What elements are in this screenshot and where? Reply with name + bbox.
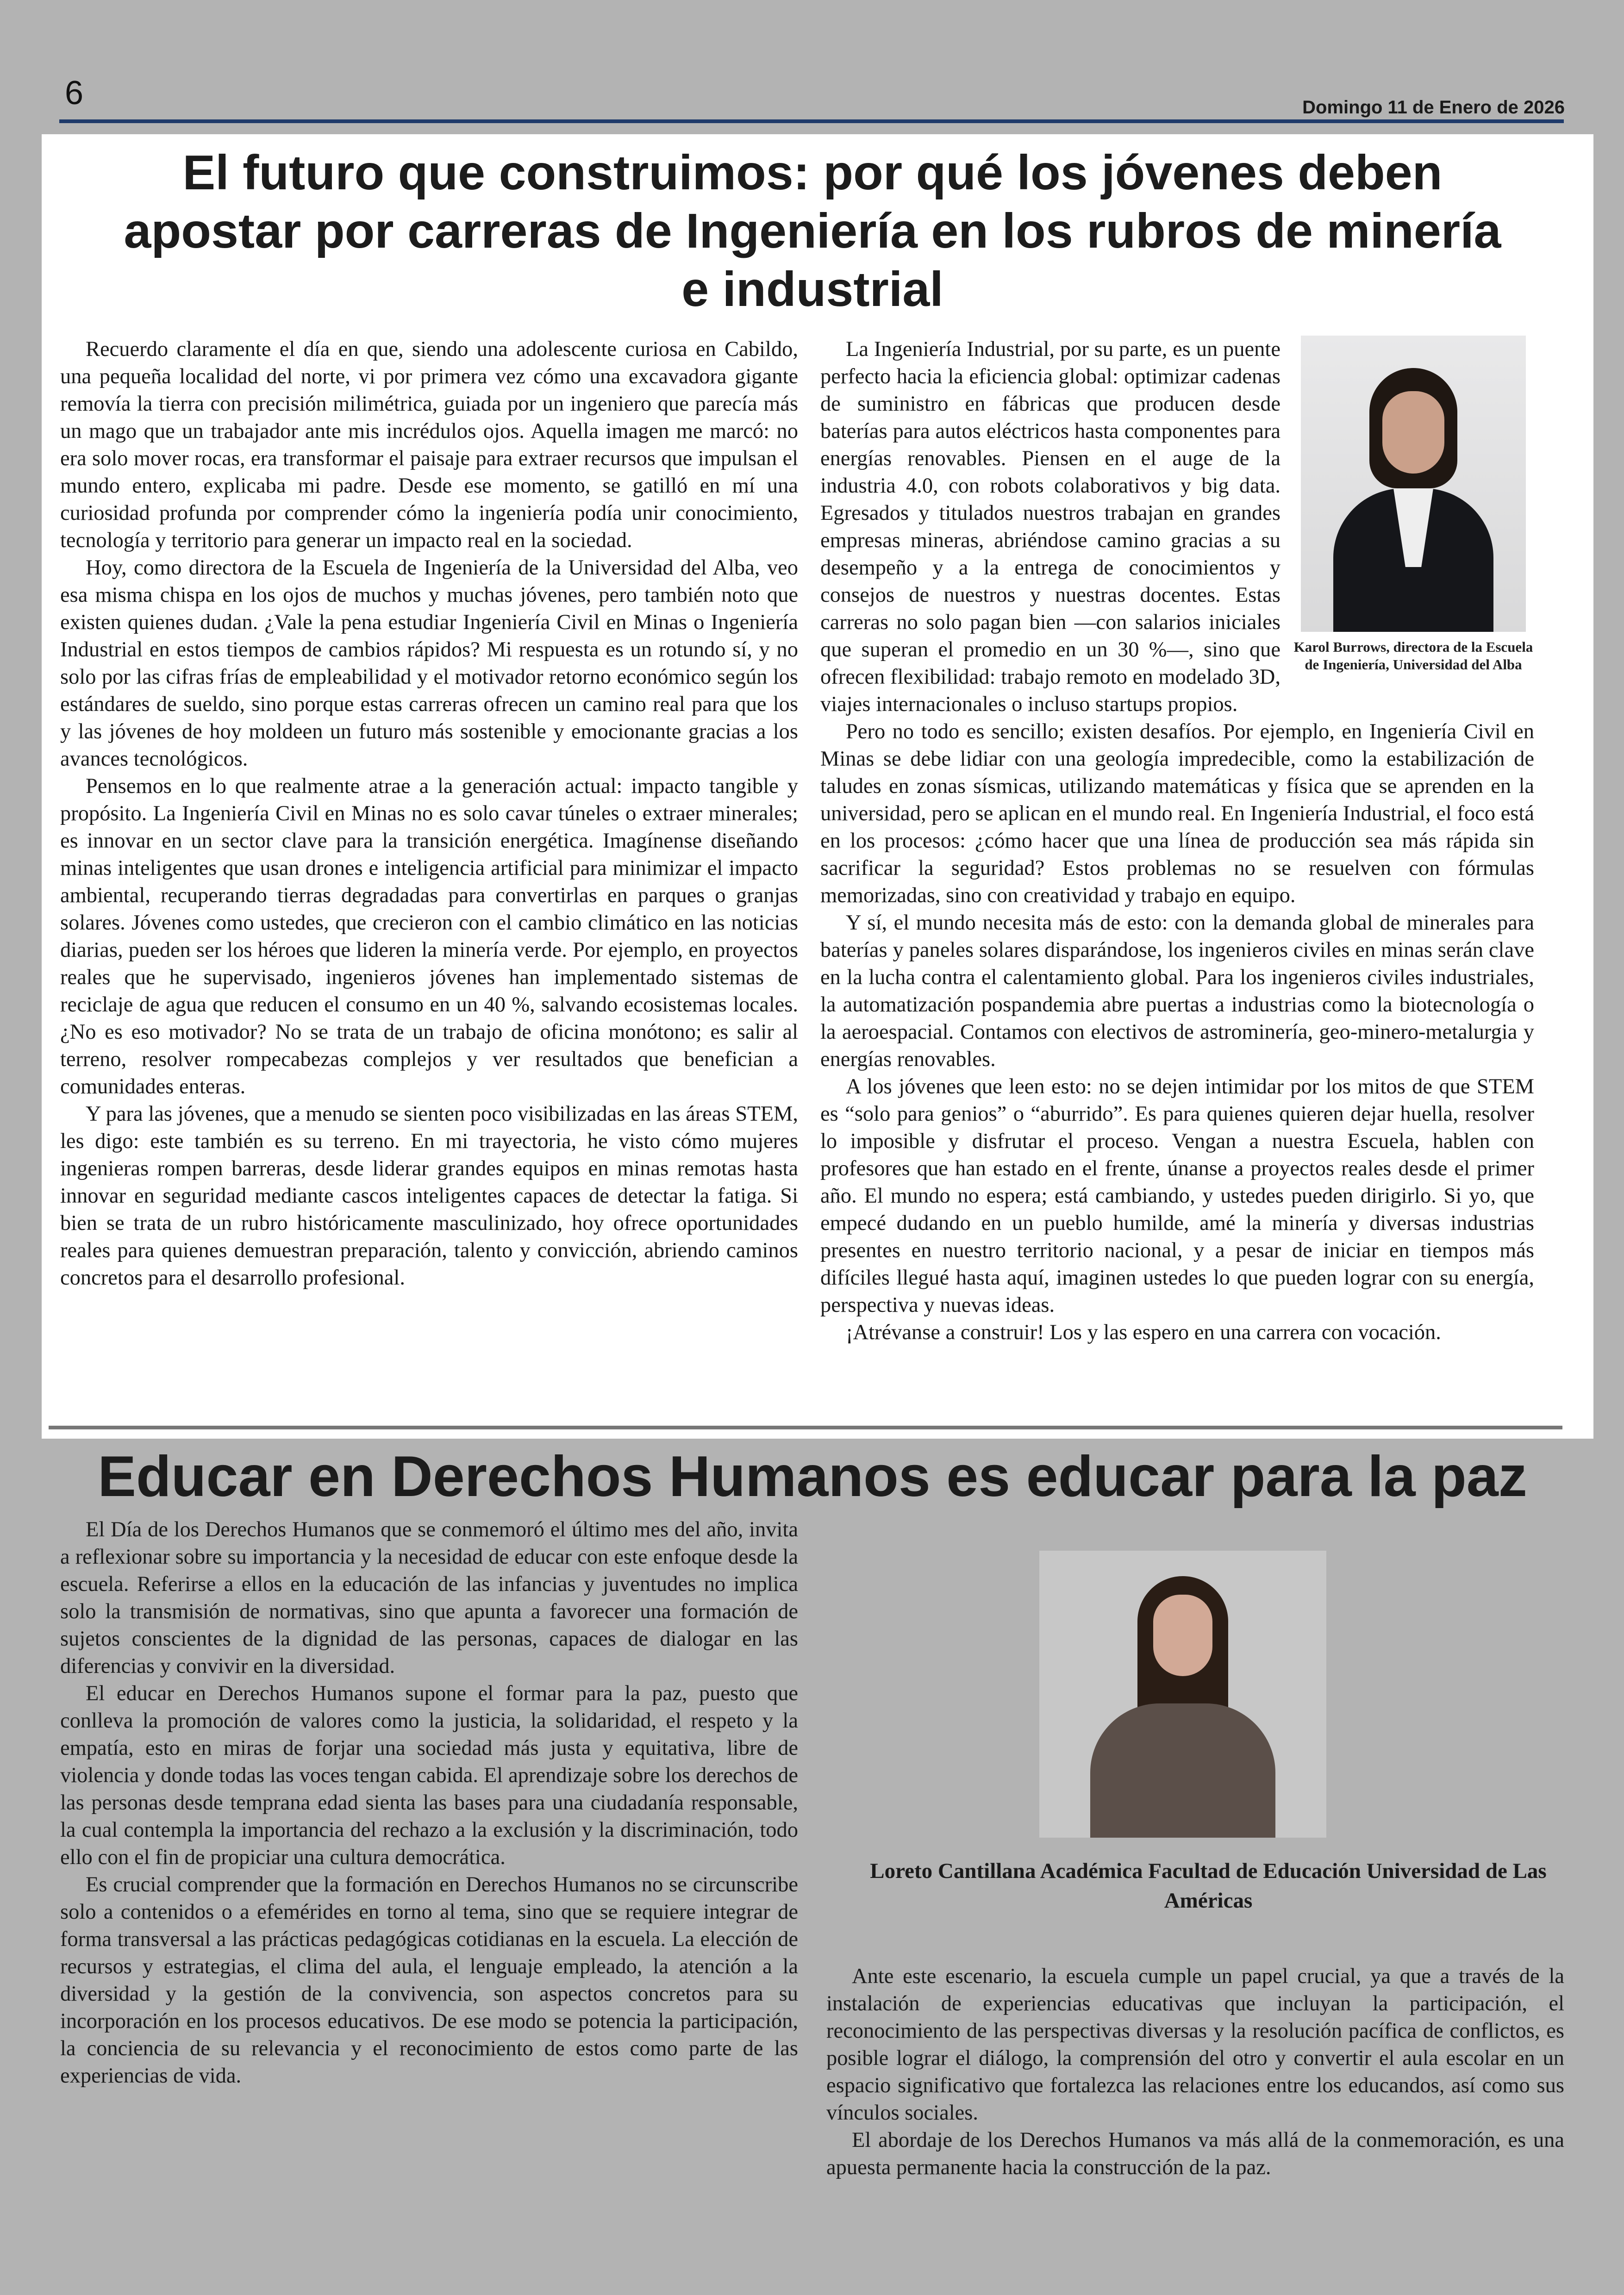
article1-paragraph: La Ingeniería Industrial, por su parte, es un puente perfecto hacia la eficiencia global: optimizar cadenas de suministro en fábricas que producen desde baterías para autos eléctricos hasta componentes para energías renovables. Piensen en el auge de la industria 4.0, con robots colaborativos y big data. Egresados y titulados nuestros trabajan en grandes empresas mineras, abriéndose camino gracias a su desempeño y a la entrega de conocimientos y consejos de nuestros y nuestras docentes. Estas carreras no solo pagan bien —con salarios iniciales que superan el promedio en un 30 %—, sino que ofrecen flexibilidad: trabajo remoto en modelado 3D, viajes internacionales o incluso startups propios. [820,337,1280,716]
article1-photo-block [1293,336,1534,706]
article1-paragraph: Hoy, como directora de la Escuela de Ingeniería de la Universidad del Alba, veo esa misma chispa en los ojos de muchos y muchas jóvenes, pero también noto que existen quienes dudan. ¿Vale la pena estudiar Ingeniería Civil en Minas o Ingeniería Industrial en estos tiempos de cambios rápidos? Mi respuesta es un rotundo sí, y no solo por las cifras frías de empleabilidad y el motivador retorno económico según los estándares de sueldo, sino porque estas carreras ofrecen un camino real para que los y las jóvenes de hoy moldeen un futuro más sostenible y emocionante gracias a los avances tecnológicos. [60,556,798,771]
article2-photo-caption: Loreto Cantillana Académica Facultad de Educación Universidad de Las Américas [870,1859,1547,1913]
page-number: 6 [65,75,84,112]
section-divider [49,1426,1562,1429]
article2-paragraph: El abordaje de los Derechos Humanos va más allá de la conmemoración, es una apuesta permanente hacia la construcción de la paz. [826,2128,1564,2179]
article2-column-left [60,1516,798,2089]
article1-paragraph: A los jóvenes que leen esto: no se dejen intimidar por los mitos de que STEM es “solo para genios” o “aburrido”. Es para quienes quieren dejar huella, resolver lo imposible y disfrutar el proceso. Vengan a nuestra Escuela, hablen con profesores que han estado en el frente, únanse a proyectos reales desde el primer año. El mundo no espera; está cambiando, y ustedes pueden dirigirlo. Si yo, que empecé dudando en un pueblo humilde, amé la minería y diversas industrias presentes en nuestro territorio nacional, y a pesar de iniciar en tiempos más difíciles llegué hasta aquí, imaginen ustedes lo que pueden lograr con su energía, perspectiva y nuevas ideas. [820,1075,1534,1317]
page-date: Domingo 11 de Enero de 2026 [1302,97,1565,118]
article2-paragraph: Ante este escenario, la escuela cumple un papel crucial, ya que a través de la instalación de experiencias educativas que incluyan la participación, el reconocimiento de las perspectivas diversas y la resolución pacífica de conflictos, es posible lograr el diálogo, la comprensión del otro y convertir el aula escolar en un espacio significativo que fortalezca las relaciones entre los educandos, así como sus vínculos sociales. [826,1964,1564,2125]
article1-photo-caption: Karol Burrows, directora de la Escuela de Ingeniería, Universidad del Alba [1293,639,1533,673]
article1-paragraph: ¡Atrévanse a construir! Los y las espero en una carrera con vocación. [846,1321,1441,1344]
author-photo-loreto-cantillana [1039,1551,1326,1838]
article1-paragraph: Pensemos en lo que realmente atrae a la generación actual: impacto tangible y propósito. La Ingeniería Civil en Minas no es solo cavar túneles o extraer minerales; es innovar en un sector clave para la transición energética. Imagínense diseñando minas inteligentes que usan drones e inteligencia artificial para minimizar el impacto ambiental, recuperando tierras degradadas para convertirlas en parques o granjas solares. Jóvenes como ustedes, que crecieron con el cambio climático en las noticias diarias, pueden ser los héroes que lideren la minería verde. Por ejemplo, en proyectos reales que he supervisado, ingenieros jóvenes han implementado sistemas de reciclaje de agua que reducen el consumo en un 40 %, salvando ecosistemas locales. ¿No es eso motivador? No se trata de un trabajo de oficina monótono; es salir al terreno, resolver rompecabezas complejos y ver resultados que benefician a comunidades enteras. [60,774,798,1098]
article1-column-left [60,336,798,1291]
article1-column-right [820,336,1534,1346]
article2-paragraph: El educar en Derechos Humanos supone el formar para la paz, puesto que conlleva la promoción de valores como la justicia, la solidaridad, el respeto y la empatía, esto en miras de forjar una sociedad más justa y equitativa, libre de violencia y donde todas las voces tengan cabida. El aprendizaje sobre los derechos de las personas desde temprana edad sienta las bases para una ciudadanía responsable, la cual contempla la importancia del rechazo a la exclusión y la discriminación, todo ello con el fin de propiciar una cultura democrática. [60,1682,798,1869]
article1-paragraph: Pero no todo es sencillo; existen desafíos. Por ejemplo, en Ingeniería Civil en Minas se debe lidiar con una geología impredecible, como la estabilización de taludes en zonas sísmicas, utilizando matemáticas y física que se aprenden en la universidad, pero se aplican en el mundo real. En Ingeniería Industrial, el foco está en los procesos: ¿cómo hacer que una línea de producción sea más rápida sin sacrificar la seguridad? Estos problemas no se resuelven con fórmulas memorizadas, sino con creatividad y trabajo en equipo. [820,720,1534,907]
article2-title: Educar en Derechos Humanos es educar para la paz [98,1445,1527,1509]
article2-paragraph: El Día de los Derechos Humanos que se conmemoró el último mes del año, invita a reflexionar sobre su importancia y la necesidad de educar con este enfoque desde la escuela. Referirse a ellos en la educación de las infancias y juventudes no implica solo la transmisión de normativas, sino que apunta a favorecer una formación de sujetos conscientes de la dignidad de las personas, capaces de dialogar en las diferencias y convivir en la diversidad. [60,1518,798,1678]
article1-title: El futuro que construimos: por qué los jóvenes deben apostar por carreras de Ingeniería en los rubros de minería e industrial [124,145,1501,317]
article2-paragraph: Es crucial comprender que la formación en Derechos Humanos no se circunscribe solo a contenidos o a efemérides en torno al tema, sino que se requiere integrar de forma transversal a las prácticas pedagógicas cotidianas en la escuela. La elección de recursos y estrategias, el clima del aula, el lenguaje empleado, la atención a la diversidad y la gestión de la convivencia, son aspectos concretos para su incorporación en los procesos educativos. De ese modo se potencia la participación, la conciencia de su relevancia y el reconocimiento de estos como parte de las experiencias de vida. [60,1873,798,2088]
article2-column-right [826,1963,1564,2181]
article1-paragraph: Y para las jóvenes, que a menudo se sienten poco visibilizadas en las áreas STEM, les digo: este también es su terreno. En mi trayectoria, he visto cómo mujeres ingenieras rompen barreras, desde liderar grandes equipos en minas remotas hasta innovar en seguridad mediante cascos inteligentes capaces de detectar la fatiga. Si bien se trata de un rubro históricamente masculinizado, hoy ofrece oportunidades reales para quienes demuestran preparación, talento y convicción, abriendo caminos concretos para el desarrollo profesional. [60,1102,798,1290]
author-photo-karol-burrows [1301,336,1526,632]
article1-paragraph: Y sí, el mundo necesita más de esto: con la demanda global de minerales para baterías y paneles solares disparándose, los ingenieros civiles en minas serán clave en la lucha contra el calentamiento global. Para los ingenieros civiles industriales, la automatización pospandemia abre puertas a industrias como la biotecnología o la aeroespacial. Contamos con electivos de astrominería, geo-minero-metalurgia y energías renovables. [820,911,1534,1071]
header-rule [59,119,1564,123]
article1-paragraph: Recuerdo claramente el día en que, siendo una adolescente curiosa en Cabildo, una pequeña localidad del norte, vi por primera vez cómo una excavadora gigante removía la tierra con precisión milimétrica, guiada por un ingeniero que parecía más un mago que un trabajador ante mis incrédulos ojos. Aquella imagen me marcó: no era solo mover rocas, era transformar el paisaje para extraer recursos que impulsan el mundo entero, explicaba mi padre. Desde ese momento, se gatilló en mí una curiosidad profunda por comprender cómo la ingeniería podía unir conocimiento, tecnología y territorio para generar un impacto real en la sociedad. [60,337,798,552]
